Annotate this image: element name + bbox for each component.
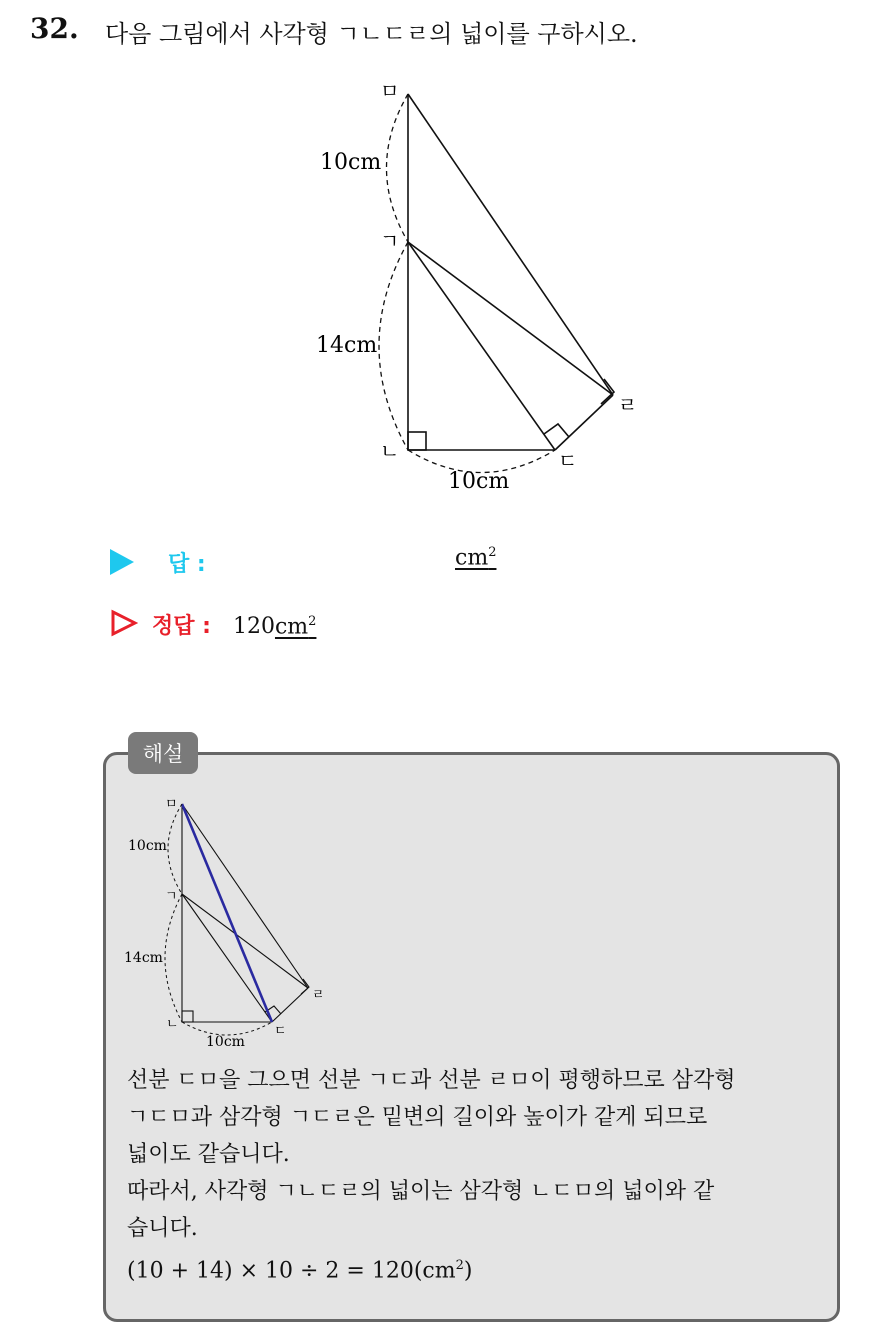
sol-measure-left: 14cm [124, 950, 163, 966]
play-outline-icon [110, 609, 138, 637]
solution-line: 선분 ㄷㅁ을 그으면 선분 ㄱㄷ과 선분 ㄹㅁ이 평행하므로 삼각형 [127, 1068, 736, 1093]
measure-top: 10cm [320, 150, 382, 175]
correct-unit-exp: 2 [308, 613, 317, 629]
right-angle-mark-c [544, 424, 569, 437]
answer-unit-exp: 2 [488, 545, 497, 560]
sol-measure-bottom: 10cm [206, 1034, 245, 1050]
label-c: ㄷ [558, 449, 578, 473]
correct-answer-unit [275, 614, 316, 639]
measure-bottom: 10cm [448, 469, 510, 494]
solution-line: 넓이도 같습니다. [127, 1142, 290, 1167]
solution-text [127, 1062, 827, 1289]
answer-row [110, 545, 497, 578]
label-d: ㄹ [618, 393, 638, 417]
label-a: ㄱ [380, 229, 400, 253]
correct-answer-row [110, 605, 316, 640]
sol-measure-top: 10cm [128, 838, 167, 854]
segment-a-d [408, 242, 613, 395]
solution-line: 습니다. [127, 1216, 198, 1241]
segment-c-d [555, 395, 613, 450]
sol-label-e: ㅁ [165, 797, 178, 812]
sol-label-d: ㄹ [312, 988, 325, 1003]
formula-prefix: (10 + 14) × 10 ÷ 2 = 120(cm [127, 1258, 456, 1284]
correct-answer-label: 정답 : [152, 614, 211, 639]
label-e: ㅁ [380, 79, 400, 103]
dashed-arc-left [379, 242, 408, 450]
sol-label-a: ㄱ [165, 889, 178, 904]
solution-tag: 해설 [128, 732, 198, 774]
sol-label-b: ㄴ [166, 1017, 179, 1032]
question-text: 다음 그림에서 사각형 ㄱㄴㄷㄹ의 넓이를 구하시오. [105, 20, 638, 48]
formula-suffix: ) [463, 1258, 473, 1284]
right-angle-mark-b [408, 432, 426, 450]
measure-left: 14cm [316, 333, 378, 358]
answer-label: 답 : [168, 552, 206, 577]
geometry-figure [300, 70, 660, 510]
solution-figure [118, 790, 338, 1055]
correct-answer-value: 120 [232, 614, 275, 639]
segment-e-d [408, 94, 613, 395]
solution-formula [127, 1247, 827, 1289]
answer-unit-text: cm [455, 545, 489, 571]
dashed-arc-top [387, 94, 409, 242]
sol-label-c: ㄷ [274, 1024, 287, 1039]
correct-unit-text: cm [274, 614, 309, 639]
play-icon [110, 549, 134, 575]
segment-a-c [408, 242, 555, 450]
label-b: ㄴ [380, 439, 400, 463]
formula-exp: 2 [455, 1258, 464, 1273]
answer-unit[interactable] [455, 545, 496, 570]
solution-line: 따라서, 사각형 ㄱㄴㄷㄹ의 넓이는 삼각형 ㄴㄷㅁ의 넓이와 같 [127, 1179, 715, 1204]
solution-line: ㄱㄷㅁ과 삼각형 ㄱㄷㄹ은 밑변의 길이와 높이가 같게 되므로 [127, 1105, 708, 1130]
question-number: 32. [30, 12, 79, 45]
